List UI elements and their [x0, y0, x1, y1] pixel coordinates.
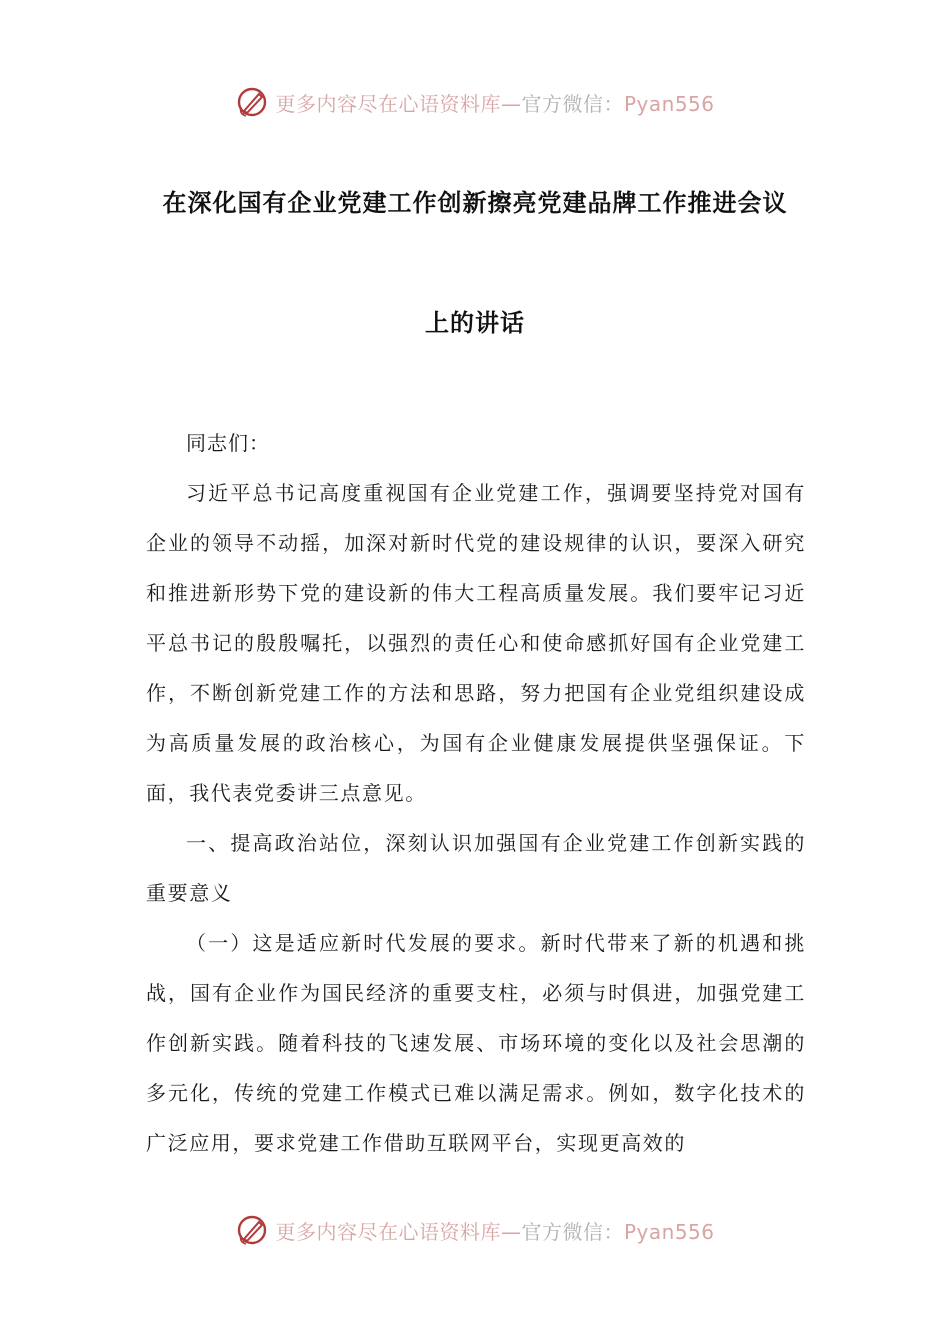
- document-title-line2: 上的讲话: [425, 309, 525, 337]
- banner-text: [275, 88, 714, 117]
- document-title-line1: 在深化国有企业党建工作创新擦亮党建品牌工作推进会议: [162, 189, 788, 217]
- header-banner: [0, 82, 950, 122]
- banner-library-text: 更多内容尽在心语资料库: [275, 91, 501, 116]
- paragraph: （一）这是适应新时代发展的要求。新时代带来了新的机遇和挑战，国有企业作为国民经济的重要支柱，必须与时俱进，加强党建工作创新实践。随着科技的飞速发展、市场环境的变化以及社会思潮的多元化，传统的党建工作模式已难以满足需求。例如，数字化技术的广泛应用，要求党建工作借助互联网平台，实现更高效的: [146, 931, 806, 1155]
- document-body: [146, 418, 806, 1168]
- banner-library-text: 更多内容尽在心语资料库: [275, 1219, 501, 1244]
- banner-account: Pyan556: [623, 91, 715, 116]
- pen-logo-icon: [235, 1213, 269, 1247]
- banner-wechat-label: 官方微信：: [521, 1219, 624, 1244]
- banner-account: Pyan556: [623, 1219, 715, 1244]
- pen-logo-icon: [235, 85, 269, 119]
- banner-text: [275, 1216, 714, 1245]
- banner-dash: —: [500, 1219, 522, 1244]
- banner-wechat-label: 官方微信：: [521, 91, 624, 116]
- section-heading: 一、提高政治站位，深刻认识加强国有企业党建工作创新实践的重要意义: [146, 831, 806, 905]
- salutation: 同志们：: [186, 431, 270, 455]
- footer-banner: [0, 1210, 950, 1250]
- banner-dash: —: [500, 91, 522, 116]
- paragraph: 习近平总书记高度重视国有企业党建工作，强调要坚持党对国有企业的领导不动摇，加深对新时代党的建设规律的认识，要深入研究和推进新形势下党的建设新的伟大工程高质量发展。我们要牢记习近平总书记的殷殷嘱托，以强烈的责任心和使命感抓好国有企业党建工作，不断创新党建工作的方法和思路，努力把国有企业党组织建设成为高质量发展的政治核心，为国有企业健康发展提供坚强保证。下面，我代表党委讲三点意见。: [146, 481, 806, 805]
